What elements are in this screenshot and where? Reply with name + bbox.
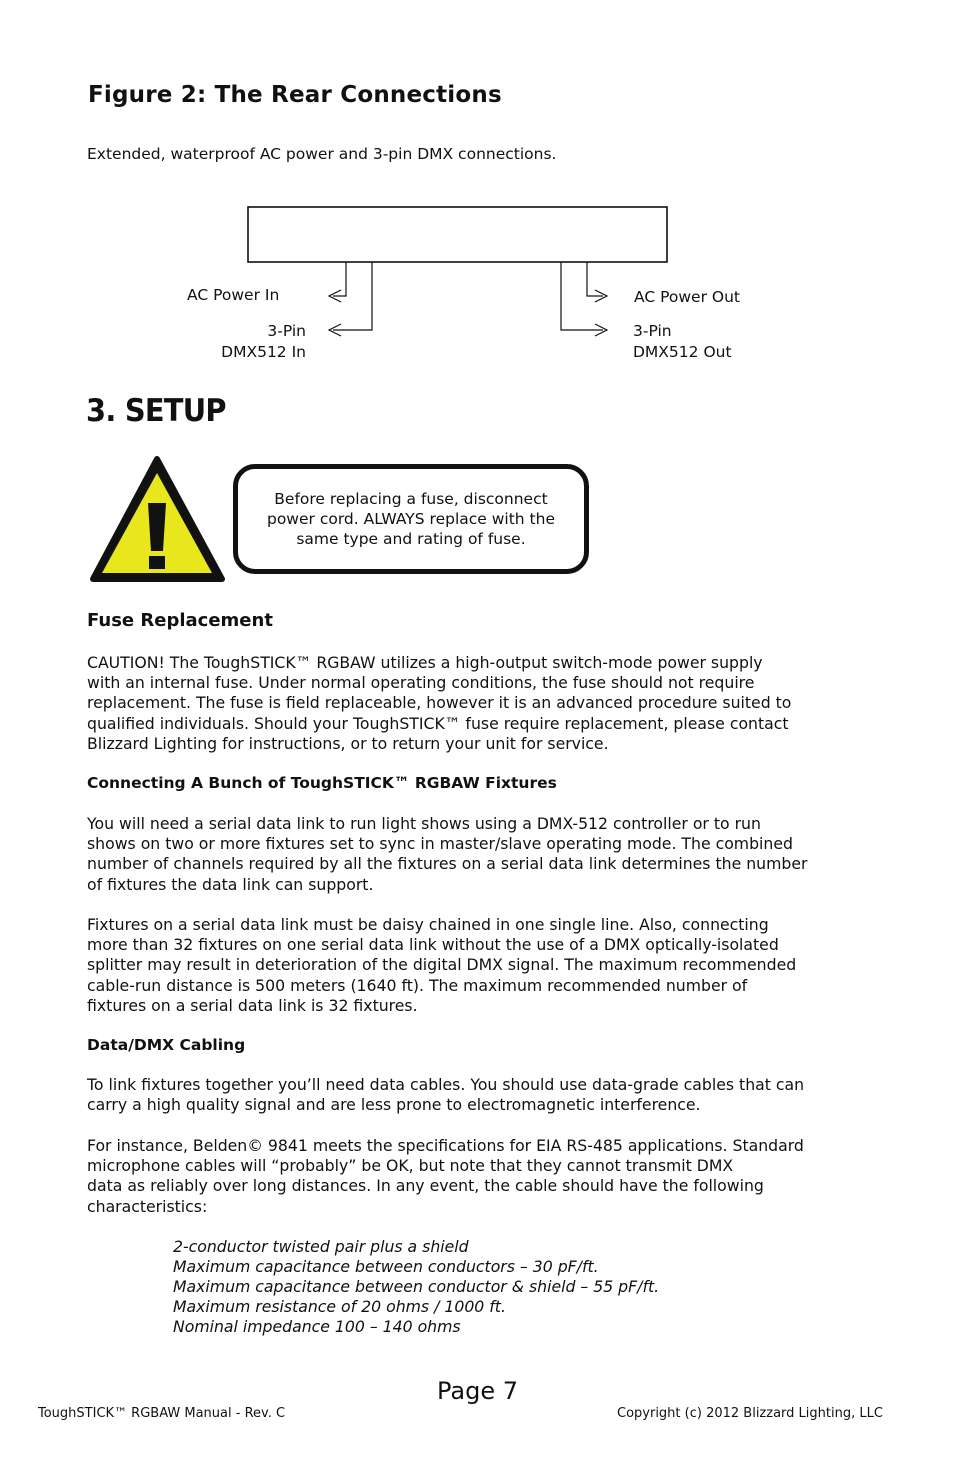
label-dmx-in-line2: DMX512 In (221, 343, 306, 361)
cable-spec-item: Maximum resistance of 20 ohms / 1000 ft. (173, 1297, 506, 1317)
fuse-heading: Fuse Replacement (87, 610, 273, 631)
cable-spec-item: Maximum capacitance between conductors – 30 pF/ft. (173, 1257, 599, 1277)
fixture-body (248, 207, 667, 262)
section-title: 3. SETUP (86, 393, 226, 429)
connecting-heading: Connecting A Bunch of ToughSTICK™ RGBAW Fixtures (87, 774, 557, 792)
label-dmx-out (633, 321, 732, 363)
footer-manual-title: ToughSTICK™ RGBAW Manual - Rev. C (38, 1406, 286, 1421)
label-dmx-in-line1: 3-Pin (267, 322, 306, 340)
ac-power-out-cable (587, 262, 603, 296)
figure-caption: Extended, waterproof AC power and 3-pin DMX connections. (87, 145, 557, 163)
label-ac-power-out: AC Power Out (634, 288, 740, 306)
warning-text: Before replacing a fuse, disconnect power cord. ALWAYS replace with the same type and rating of fuse. (266, 490, 555, 548)
connecting-para2: Fixtures on a serial data link must be daisy chained in one single line. Also, connecting more than 32 fixtures on one serial data link without the use of a DMX optically-isolated splitter may result in deterioration of the digital DMX signal. The maximum recommended cable-run distance is 500 meters (1640 ft). The maximum recommended number of fixtures on a serial data link is 32 fixtures. (87, 915, 797, 1015)
cable-spec-item: Maximum capacitance between conductor & shield – 55 pF/ft. (173, 1277, 660, 1297)
dmx-out-cable (561, 262, 603, 330)
rear-connections-diagram (0, 0, 954, 400)
label-dmx-out-line1: 3-Pin (633, 322, 672, 340)
cabling-para2: For instance, Belden© 9841 meets the specifications for EIA RS-485 applications. Standard microphone cables will “probably” be OK, but note that they cannot transmit DMX data as reliably over long distances. In any event, the cable should have the following characteristics: (87, 1136, 804, 1216)
page-number: Page 7 (437, 1377, 518, 1405)
fuse-body: CAUTION! The ToughSTICK™ RGBAW utilizes a high-output switch-mode power supply with an internal fuse. Under normal operating conditions, the fuse should not require replacement. The fuse is field replaceable, however it is an advanced procedure suited to qualified individuals. Should your ToughSTICK™ fuse require replacement, please contact Blizzard Lighting for instructions, or to return your unit for service. (87, 653, 792, 753)
dmx-in-arrow (329, 324, 341, 336)
dmx-in-cable (333, 262, 372, 330)
footer-copyright: Copyright (c) 2012 Blizzard Lighting, LLC (617, 1406, 883, 1421)
connecting-para1: You will need a serial data link to run light shows using a DMX-512 controller or to run shows on two or more fixtures set to sync in master/slave operating mode. The combined number of channels required by all the fixtures on a serial data link determines the number of fixtures the data link can support. (87, 814, 808, 894)
cable-spec-item: Nominal impedance 100 – 140 ohms (173, 1317, 461, 1337)
label-ac-power-in: AC Power In (187, 286, 280, 304)
ac-power-in-cable (333, 262, 346, 296)
label-dmx-in (211, 321, 306, 363)
warning-icon (90, 455, 226, 583)
dmx-out-arrow (595, 324, 607, 336)
figure-title: Figure 2: The Rear Connections (88, 82, 502, 108)
cabling-para1: To link fixtures together you’ll need data cables. You should use data-grade cables that can carry a high quality signal and are less prone to electromagnetic interference. (87, 1075, 805, 1115)
warning-message-box (233, 464, 589, 574)
cable-spec-item: 2-conductor twisted pair plus a shield (173, 1237, 469, 1256)
cabling-heading: Data/DMX Cabling (87, 1036, 246, 1054)
ac-power-in-arrow (329, 290, 341, 302)
ac-power-out-arrow (595, 290, 607, 302)
label-dmx-out-line2: DMX512 Out (633, 343, 732, 361)
cable-spec-list (173, 1237, 659, 1337)
